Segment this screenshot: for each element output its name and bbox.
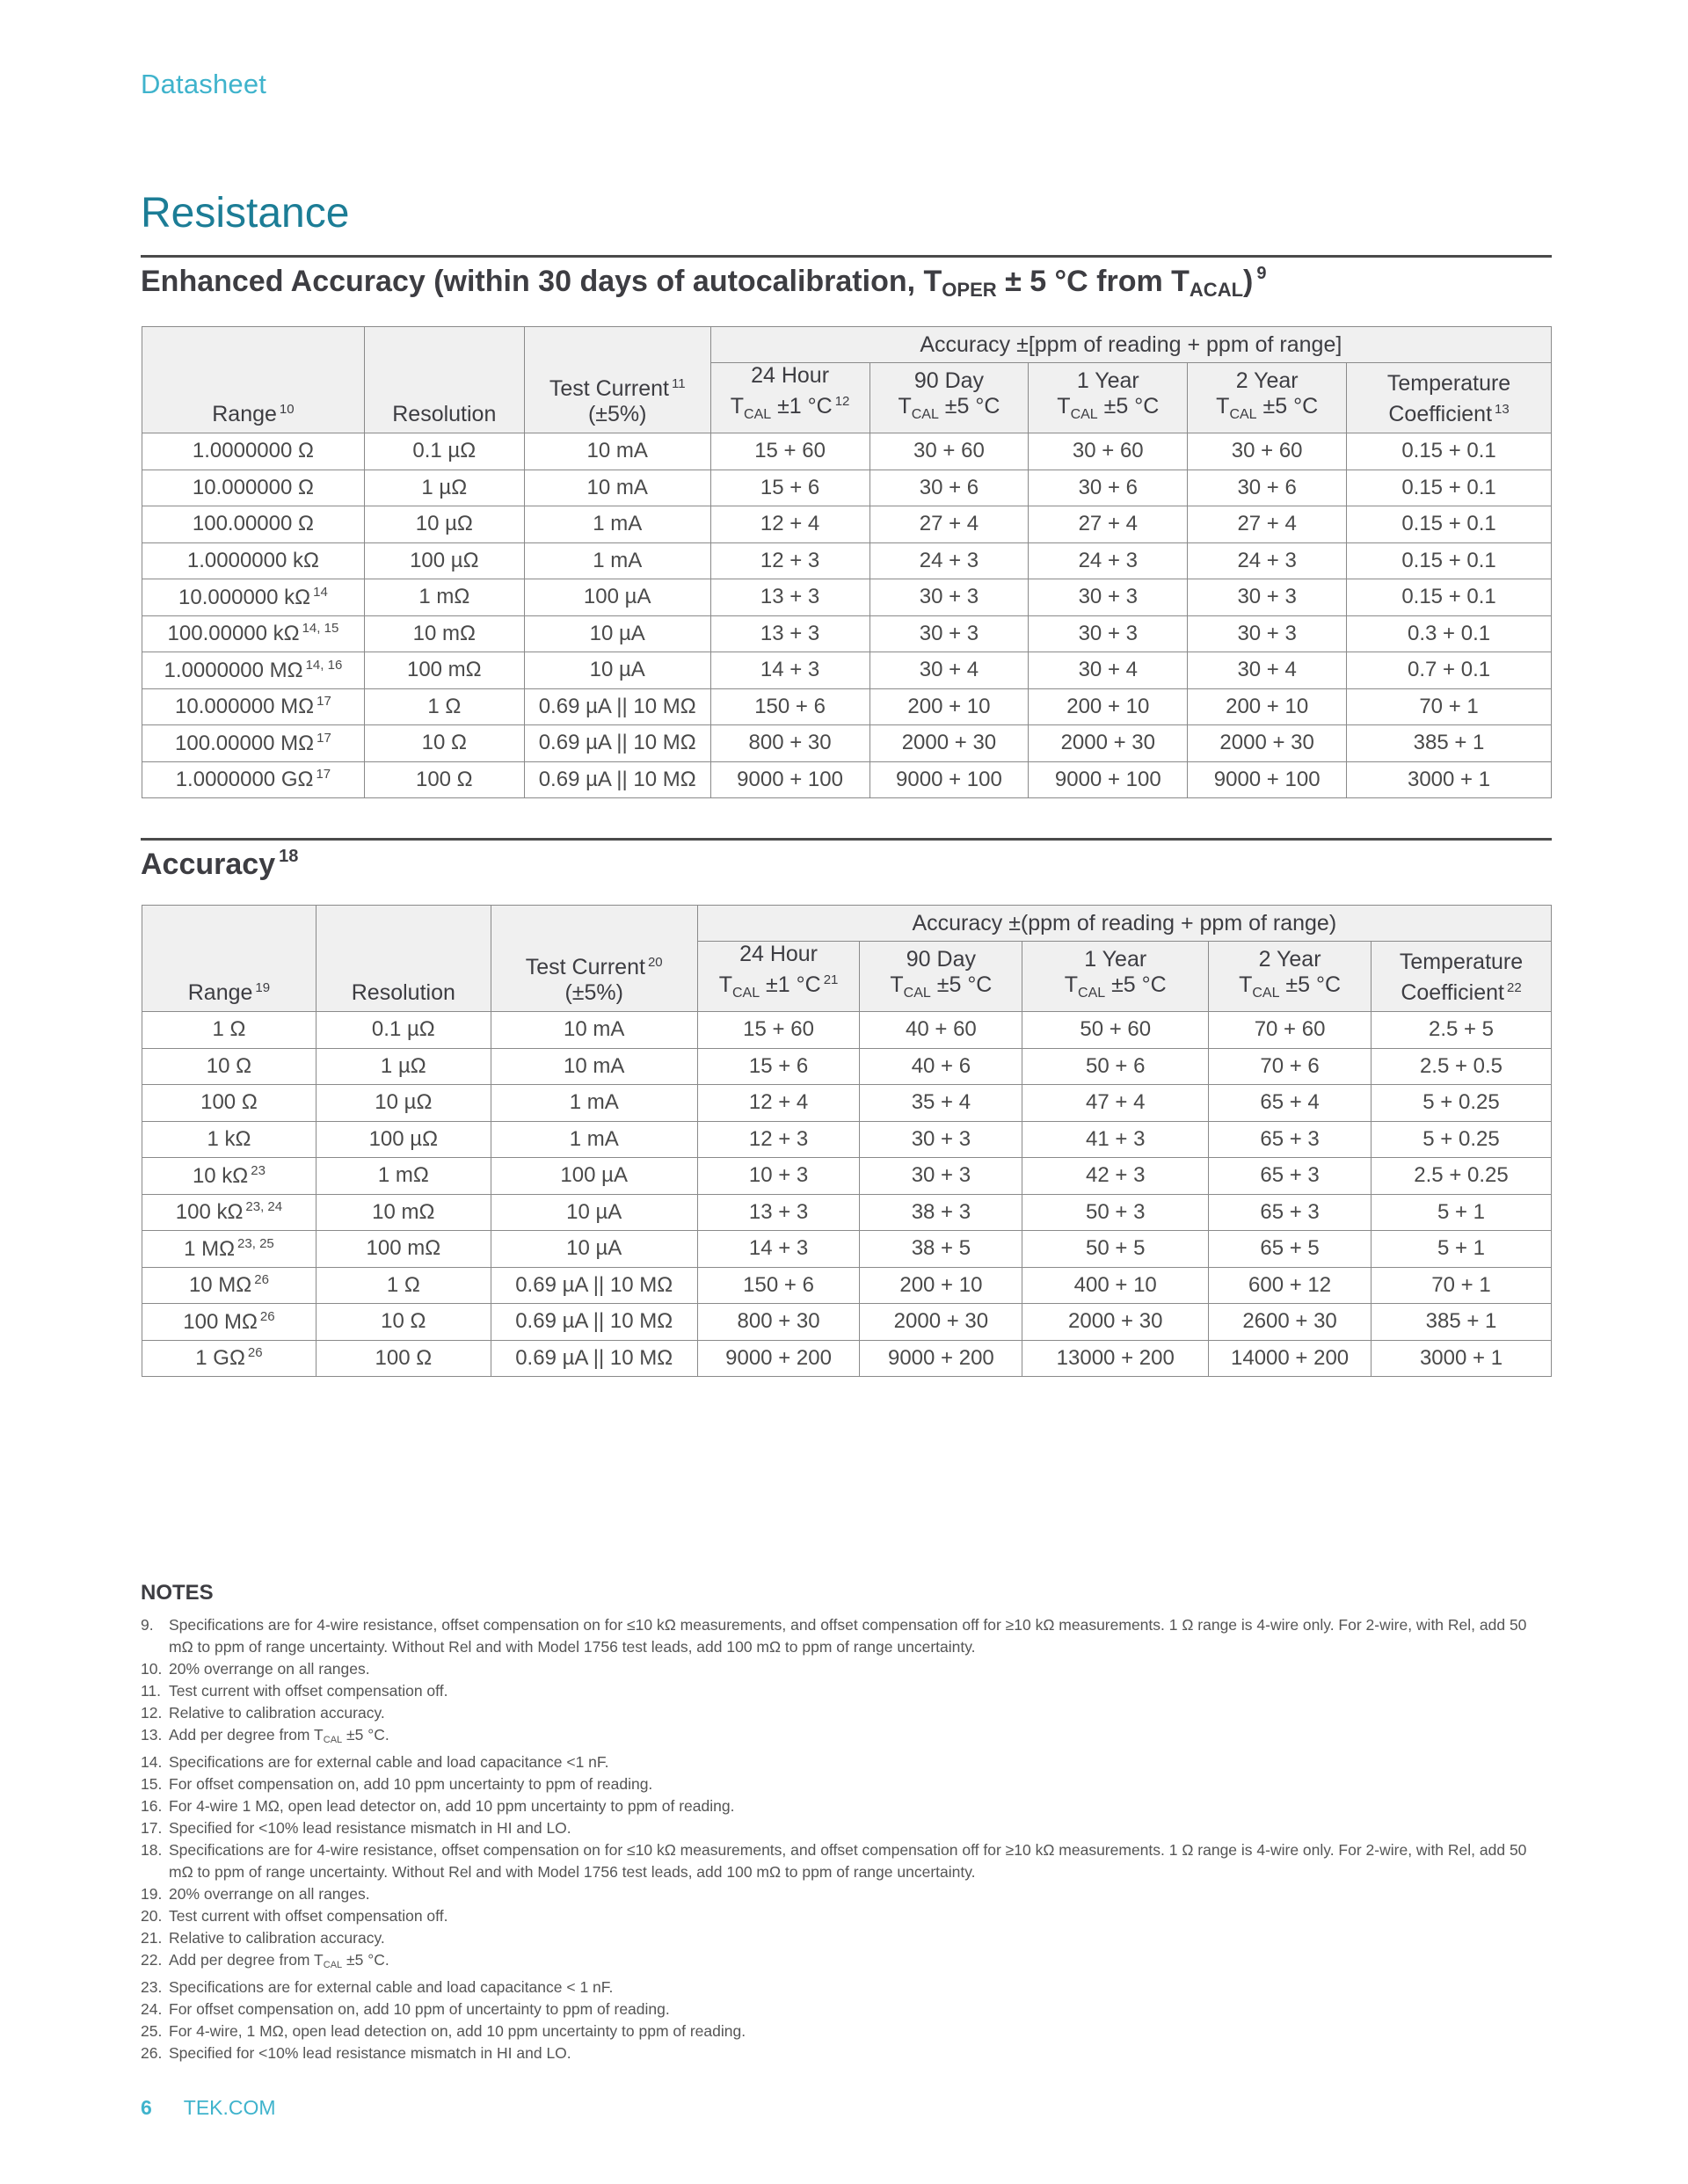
table-row — [142, 433, 1552, 470]
cell-y1: 41 + 3 — [1022, 1121, 1209, 1158]
cell-tc: 0.7 + 0.1 — [1347, 652, 1552, 689]
cell-tc: 2.5 + 5 — [1372, 1012, 1552, 1049]
footnote-ref: 26 — [259, 1308, 275, 1324]
cell-d90: 30 + 3 — [869, 615, 1029, 652]
cell-tc: 0.15 + 0.1 — [1347, 470, 1552, 506]
cell-current: 100 µA — [524, 579, 710, 616]
cell-resolution: 100 mΩ — [316, 1231, 491, 1268]
cell-y2: 65 + 3 — [1209, 1121, 1372, 1158]
cell-tc: 0.15 + 0.1 — [1347, 579, 1552, 616]
cell-y1: 42 + 3 — [1022, 1158, 1209, 1195]
cell-range: 10.000000 MΩ $^{17}$ — [142, 688, 365, 725]
note-item: 19. 20% overrange on all ranges. — [141, 1885, 370, 1903]
cell-y1: 27 + 4 — [1029, 506, 1188, 543]
section-rule — [141, 838, 1552, 841]
cell-range: 10 MΩ $^{26}$ — [142, 1267, 316, 1304]
note-item: 10. 20% overrange on all ranges. — [141, 1660, 370, 1678]
enhanced-accuracy-heading — [141, 264, 1266, 302]
note-item: 15. For offset compensation on, add 10 ppm uncertainty to ppm of reading. — [141, 1775, 653, 1793]
table-row — [142, 652, 1552, 689]
col-header-range: Range $^{10}$ — [142, 327, 365, 433]
footnote-ref: 18 — [279, 847, 299, 866]
cell-tc: 385 + 1 — [1372, 1304, 1552, 1341]
table-row — [142, 1340, 1552, 1377]
cell-d90: 38 + 3 — [860, 1194, 1022, 1231]
accuracy-table — [142, 905, 1552, 1377]
cell-current: 10 µA — [491, 1194, 697, 1231]
cell-tc: 5 + 0.25 — [1372, 1085, 1552, 1122]
table-row — [142, 1085, 1552, 1122]
cell-current: 100 µA — [491, 1158, 697, 1195]
note-item: 12. Relative to calibration accuracy. — [141, 1704, 385, 1722]
footnote-ref: 14 — [313, 584, 328, 600]
cell-h24: 13 + 3 — [710, 579, 869, 616]
cell-d90: 24 + 3 — [869, 542, 1029, 579]
cell-resolution: 100 Ω — [364, 761, 524, 798]
cell-y2: 2000 + 30 — [1188, 725, 1347, 762]
cell-h24: 15 + 6 — [697, 1048, 860, 1085]
table-row — [142, 1048, 1552, 1085]
cell-tc: 5 + 1 — [1372, 1194, 1552, 1231]
cell-resolution: 1 Ω — [316, 1267, 491, 1304]
cell-tc: 5 + 1 — [1372, 1231, 1552, 1268]
cell-current: 10 µA — [491, 1231, 697, 1268]
notes-list — [141, 1614, 1552, 2064]
cell-range: 1.0000000 GΩ $^{17}$ — [142, 761, 365, 798]
table-row — [142, 688, 1552, 725]
cell-y1: 30 + 4 — [1029, 652, 1188, 689]
cell-range: 100.00000 Ω — [142, 506, 365, 543]
cell-d90: 38 + 5 — [860, 1231, 1022, 1268]
heading-text: ) — [1243, 265, 1254, 298]
cell-y1: 200 + 10 — [1029, 688, 1188, 725]
heading-text: Accuracy — [141, 848, 276, 881]
cell-current: 10 µA — [524, 615, 710, 652]
cell-h24: 14 + 3 — [697, 1231, 860, 1268]
col-header-24-hour: 24 Hour $T_{CAL} \pm 1$ °C $^{21}$ — [697, 942, 860, 1012]
cell-y1: 30 + 60 — [1029, 433, 1188, 470]
cell-d90: 30 + 3 — [860, 1158, 1022, 1195]
cell-h24: 12 + 4 — [697, 1085, 860, 1122]
cell-d90: 30 + 4 — [869, 652, 1029, 689]
cell-h24: 12 + 3 — [697, 1121, 860, 1158]
col-group-accuracy: Accuracy ±[ppm of reading + ppm of range] — [710, 327, 1551, 363]
enhanced-table-body — [142, 433, 1552, 798]
cell-d90: 2000 + 30 — [869, 725, 1029, 762]
table-row — [142, 1304, 1552, 1341]
note-item: 25. For 4-wire, 1 MΩ, open lead detection on, add 10 ppm uncertainty to ppm of reading. — [141, 2022, 746, 2040]
col-header-1-year: 1 Year $T_{CAL} \pm 5$ °C — [1022, 942, 1209, 1012]
col-header-2-year: 2 Year $T_{CAL} \pm 5$ °C — [1188, 363, 1347, 433]
cell-tc: 3000 + 1 — [1347, 761, 1552, 798]
col-group-accuracy: Accuracy ±(ppm of reading + ppm of range) — [697, 906, 1551, 942]
cell-y1: 400 + 10 — [1022, 1267, 1209, 1304]
cell-y2: 14000 + 200 — [1209, 1340, 1372, 1377]
cell-current: 1 mA — [524, 542, 710, 579]
cell-tc: 0.15 + 0.1 — [1347, 506, 1552, 543]
cell-current: 0.69 µA || 10 MΩ — [491, 1340, 697, 1377]
note-item: 16. For 4-wire 1 MΩ, open lead detector on, add 10 ppm uncertainty to ppm of reading. — [141, 1797, 735, 1815]
cell-d90: 200 + 10 — [869, 688, 1029, 725]
note-item: 23. Specifications are for external cable and load capacitance < 1 nF. — [141, 1978, 614, 1996]
cell-h24: 10 + 3 — [697, 1158, 860, 1195]
cell-current: 0.69 µA || 10 MΩ — [524, 725, 710, 762]
cell-y1: 2000 + 30 — [1022, 1304, 1209, 1341]
col-header-resolution: Resolution — [316, 906, 491, 1012]
cell-h24: 150 + 6 — [710, 688, 869, 725]
cell-y2: 70 + 60 — [1209, 1012, 1372, 1049]
cell-range: 100.00000 MΩ $^{17}$ — [142, 725, 365, 762]
cell-y2: 30 + 3 — [1188, 615, 1347, 652]
cell-current: 1 mA — [524, 506, 710, 543]
col-header-range: Range $^{19}$ — [142, 906, 316, 1012]
cell-y2: 9000 + 100 — [1188, 761, 1347, 798]
cell-resolution: 10 mΩ — [316, 1194, 491, 1231]
cell-range: 1 GΩ $^{26}$ — [142, 1340, 316, 1377]
cell-y2: 65 + 3 — [1209, 1158, 1372, 1195]
cell-range: 10.000000 Ω — [142, 470, 365, 506]
cell-d90: 40 + 60 — [860, 1012, 1022, 1049]
note-item: 17. Specified for <10% lead resistance mismatch in HI and LO. — [141, 1819, 571, 1837]
cell-h24: 800 + 30 — [697, 1304, 860, 1341]
page-footer — [141, 2096, 276, 2120]
cell-range: 1.0000000 Ω — [142, 433, 365, 470]
footnote-ref: 26 — [254, 1272, 269, 1288]
note-item: 14. Specifications are for external cable and load capacitance <1 nF. — [141, 1753, 609, 1771]
cell-h24: 13 + 3 — [710, 615, 869, 652]
cell-y2: 2600 + 30 — [1209, 1304, 1372, 1341]
note-item: 22. Add per degree from $T_{CAL} \pm 5$ °C. — [141, 1951, 389, 1970]
table-row — [142, 1158, 1552, 1195]
cell-current: 10 mA — [491, 1048, 697, 1085]
heading-text: ± 5 °C from T — [996, 265, 1190, 298]
cell-resolution: 10 µΩ — [316, 1085, 491, 1122]
cell-d90: 35 + 4 — [860, 1085, 1022, 1122]
accuracy-heading — [141, 847, 298, 882]
table-row — [142, 579, 1552, 616]
cell-y1: 2000 + 30 — [1029, 725, 1188, 762]
footnote-ref: 26 — [247, 1345, 263, 1361]
cell-d90: 30 + 60 — [869, 433, 1029, 470]
cell-d90: 40 + 6 — [860, 1048, 1022, 1085]
cell-range: 10 kΩ $^{23}$ — [142, 1158, 316, 1195]
cell-resolution: 0.1 µΩ — [316, 1012, 491, 1049]
note-item: 26. Specified for <10% lead resistance mismatch in HI and LO. — [141, 2044, 571, 2062]
footnote-ref: 23 — [251, 1162, 266, 1178]
cell-tc: 3000 + 1 — [1372, 1340, 1552, 1377]
col-header-90-day: 90 Day $T_{CAL} \pm 5$ °C — [869, 363, 1029, 433]
cell-current: 1 mA — [491, 1121, 697, 1158]
cell-y2: 600 + 12 — [1209, 1267, 1372, 1304]
cell-current: 10 µA — [524, 652, 710, 689]
cell-range: 1 kΩ — [142, 1121, 316, 1158]
site-link[interactable]: TEK.COM — [183, 2096, 276, 2119]
cell-h24: 150 + 6 — [697, 1267, 860, 1304]
cell-tc: 2.5 + 0.5 — [1372, 1048, 1552, 1085]
note-item: 11. Test current with offset compensation off. — [141, 1682, 448, 1700]
cell-y2: 30 + 60 — [1188, 433, 1347, 470]
cell-current: 0.69 µA || 10 MΩ — [524, 688, 710, 725]
cell-y2: 30 + 3 — [1188, 579, 1347, 616]
cell-y2: 27 + 4 — [1188, 506, 1347, 543]
cell-y1: 30 + 6 — [1029, 470, 1188, 506]
table-row — [142, 1121, 1552, 1158]
table-row — [142, 506, 1552, 543]
table-row — [142, 761, 1552, 798]
cell-y1: 13000 + 200 — [1022, 1340, 1209, 1377]
note-item: 9. Specifications are for 4-wire resistance, offset compensation on for ≤10 kΩ measurements, and offset compensation off for ≥10 kΩ measurements. 1 Ω range is 4-wire only. For 2-wire, with Rel, add 50 mΩ to ppm of range uncertainty. Without Rel and with Model 1756 test leads, add 100 mΩ to ppm of range uncertainty. — [141, 1616, 1527, 1656]
cell-resolution: 1 mΩ — [364, 579, 524, 616]
cell-d90: 9000 + 100 — [869, 761, 1029, 798]
cell-h24: 15 + 60 — [710, 433, 869, 470]
table-row — [142, 1194, 1552, 1231]
cell-range: 100.00000 kΩ $^{14, 15}$ — [142, 615, 365, 652]
cell-y2: 30 + 4 — [1188, 652, 1347, 689]
cell-tc: 70 + 1 — [1347, 688, 1552, 725]
cell-resolution: 1 µΩ — [316, 1048, 491, 1085]
cell-tc: 0.15 + 0.1 — [1347, 542, 1552, 579]
cell-tc: 0.15 + 0.1 — [1347, 433, 1552, 470]
cell-d90: 27 + 4 — [869, 506, 1029, 543]
cell-tc: 5 + 0.25 — [1372, 1121, 1552, 1158]
table-row — [142, 1231, 1552, 1268]
cell-y1: 50 + 5 — [1022, 1231, 1209, 1268]
col-header-1-year: 1 Year $T_{CAL} \pm 5$ °C — [1029, 363, 1188, 433]
cell-d90: 30 + 3 — [860, 1121, 1022, 1158]
cell-y1: 47 + 4 — [1022, 1085, 1209, 1122]
cell-h24: 12 + 3 — [710, 542, 869, 579]
cell-resolution: 10 Ω — [364, 725, 524, 762]
enhanced-accuracy-table — [142, 326, 1552, 798]
cell-y2: 200 + 10 — [1188, 688, 1347, 725]
col-header-90-day: 90 Day $T_{CAL} \pm 5$ °C — [860, 942, 1022, 1012]
cell-current: 10 mA — [524, 433, 710, 470]
col-header-24-hour: 24 Hour $T_{CAL} \pm 1$ °C $^{12}$ — [710, 363, 869, 433]
cell-current: 0.69 µA || 10 MΩ — [491, 1267, 697, 1304]
cell-resolution: 10 Ω — [316, 1304, 491, 1341]
cell-h24: 15 + 6 — [710, 470, 869, 506]
table-row — [142, 1012, 1552, 1049]
cell-d90: 9000 + 200 — [860, 1340, 1022, 1377]
cell-current: 1 mA — [491, 1085, 697, 1122]
cell-current: 10 mA — [524, 470, 710, 506]
table-row — [142, 725, 1552, 762]
cell-d90: 2000 + 30 — [860, 1304, 1022, 1341]
cell-y2: 65 + 3 — [1209, 1194, 1372, 1231]
cell-y1: 9000 + 100 — [1029, 761, 1188, 798]
footnote-ref: 17 — [316, 767, 331, 783]
cell-h24: 15 + 60 — [697, 1012, 860, 1049]
cell-resolution: 10 mΩ — [364, 615, 524, 652]
cell-range: 100 MΩ $^{26}$ — [142, 1304, 316, 1341]
cell-range: 1.0000000 kΩ — [142, 542, 365, 579]
cell-h24: 9000 + 200 — [697, 1340, 860, 1377]
cell-y2: 30 + 6 — [1188, 470, 1347, 506]
cell-resolution: 100 mΩ — [364, 652, 524, 689]
cell-y1: 30 + 3 — [1029, 615, 1188, 652]
col-header-resolution: Resolution — [364, 327, 524, 433]
cell-h24: 13 + 3 — [697, 1194, 860, 1231]
cell-resolution: 10 µΩ — [364, 506, 524, 543]
cell-range: 1 Ω — [142, 1012, 316, 1049]
cell-d90: 30 + 6 — [869, 470, 1029, 506]
cell-h24: 800 + 30 — [710, 725, 869, 762]
cell-resolution: 1 Ω — [364, 688, 524, 725]
cell-y2: 65 + 4 — [1209, 1085, 1372, 1122]
note-item: 21. Relative to calibration accuracy. — [141, 1929, 385, 1947]
table-row — [142, 542, 1552, 579]
cell-d90: 200 + 10 — [860, 1267, 1022, 1304]
section-title: Resistance — [141, 190, 350, 237]
cell-d90: 30 + 3 — [869, 579, 1029, 616]
cell-current: 0.69 µA || 10 MΩ — [491, 1304, 697, 1341]
heading-subscript: OPER — [942, 279, 997, 301]
cell-y1: 24 + 3 — [1029, 542, 1188, 579]
heading-subscript: ACAL — [1189, 279, 1244, 301]
cell-h24: 14 + 3 — [710, 652, 869, 689]
page-number: 6 — [141, 2096, 152, 2119]
cell-range: 10.000000 kΩ $^{14}$ — [142, 579, 365, 616]
footnote-ref: 23, 24 — [245, 1199, 283, 1215]
section-rule — [141, 255, 1552, 258]
table-row — [142, 1267, 1552, 1304]
note-item: 18. Specifications are for 4-wire resistance, offset compensation on for ≤10 kΩ measurements, and offset compensation off for ≥10 kΩ measurements. 1 Ω range is 4-wire only. For 2-wire, with Rel, add 50 mΩ to ppm of range uncertainty. Without Rel and with Model 1756 test leads, add 100 mΩ to ppm of range uncertainty. — [141, 1841, 1527, 1881]
cell-current: 0.69 µA || 10 MΩ — [524, 761, 710, 798]
cell-resolution: 1 µΩ — [364, 470, 524, 506]
cell-range: 1 MΩ $^{23, 25}$ — [142, 1231, 316, 1268]
heading-text: Enhanced Accuracy (within 30 days of autocalibration, T — [141, 265, 942, 298]
cell-y1: 50 + 3 — [1022, 1194, 1209, 1231]
running-head: Datasheet — [141, 69, 267, 99]
cell-h24: 12 + 4 — [710, 506, 869, 543]
table-row — [142, 470, 1552, 506]
cell-tc: 70 + 1 — [1372, 1267, 1552, 1304]
col-header-test-current: Test Current $^{11}$ (±5%) — [524, 327, 710, 433]
col-header-2-year: 2 Year $T_{CAL} \pm 5$ °C — [1209, 942, 1372, 1012]
cell-range: 100 kΩ $^{23, 24}$ — [142, 1194, 316, 1231]
accuracy-table-body — [142, 1012, 1552, 1377]
cell-resolution: 0.1 µΩ — [364, 433, 524, 470]
cell-range: 1.0000000 MΩ $^{14, 16}$ — [142, 652, 365, 689]
note-item: 20. Test current with offset compensation off. — [141, 1907, 448, 1925]
cell-tc: 0.3 + 0.1 — [1347, 615, 1552, 652]
notes-title: NOTES — [141, 1581, 214, 1605]
cell-y1: 30 + 3 — [1029, 579, 1188, 616]
footnote-ref: 23, 25 — [237, 1235, 274, 1251]
cell-current: 10 mA — [491, 1012, 697, 1049]
note-item: 24. For offset compensation on, add 10 ppm of uncertainty to ppm of reading. — [141, 2000, 670, 2018]
col-header-temp-coefficient: Temperature Coefficient $^{22}$ — [1372, 942, 1552, 1012]
footnote-ref: 9 — [1256, 264, 1267, 283]
col-header-temp-coefficient: Temperature Coefficient $^{13}$ — [1347, 363, 1552, 433]
footnote-ref: 14, 16 — [305, 657, 343, 673]
cell-y1: 50 + 60 — [1022, 1012, 1209, 1049]
cell-h24: 9000 + 100 — [710, 761, 869, 798]
footnote-ref: 17 — [316, 694, 331, 710]
cell-range: 10 Ω — [142, 1048, 316, 1085]
cell-resolution: 1 mΩ — [316, 1158, 491, 1195]
cell-y2: 70 + 6 — [1209, 1048, 1372, 1085]
cell-resolution: 100 Ω — [316, 1340, 491, 1377]
cell-y2: 24 + 3 — [1188, 542, 1347, 579]
cell-y2: 65 + 5 — [1209, 1231, 1372, 1268]
cell-y1: 50 + 6 — [1022, 1048, 1209, 1085]
col-header-test-current: Test Current $^{20}$ (±5%) — [491, 906, 697, 1012]
note-item: 13. Add per degree from $T_{CAL} \pm 5$ °C. — [141, 1726, 389, 1745]
cell-resolution: 100 µΩ — [364, 542, 524, 579]
cell-tc: 2.5 + 0.25 — [1372, 1158, 1552, 1195]
footnote-ref: 14, 15 — [302, 621, 339, 637]
table-row — [142, 615, 1552, 652]
cell-resolution: 100 µΩ — [316, 1121, 491, 1158]
cell-range: 100 Ω — [142, 1085, 316, 1122]
footnote-ref: 17 — [316, 730, 331, 746]
cell-tc: 385 + 1 — [1347, 725, 1552, 762]
